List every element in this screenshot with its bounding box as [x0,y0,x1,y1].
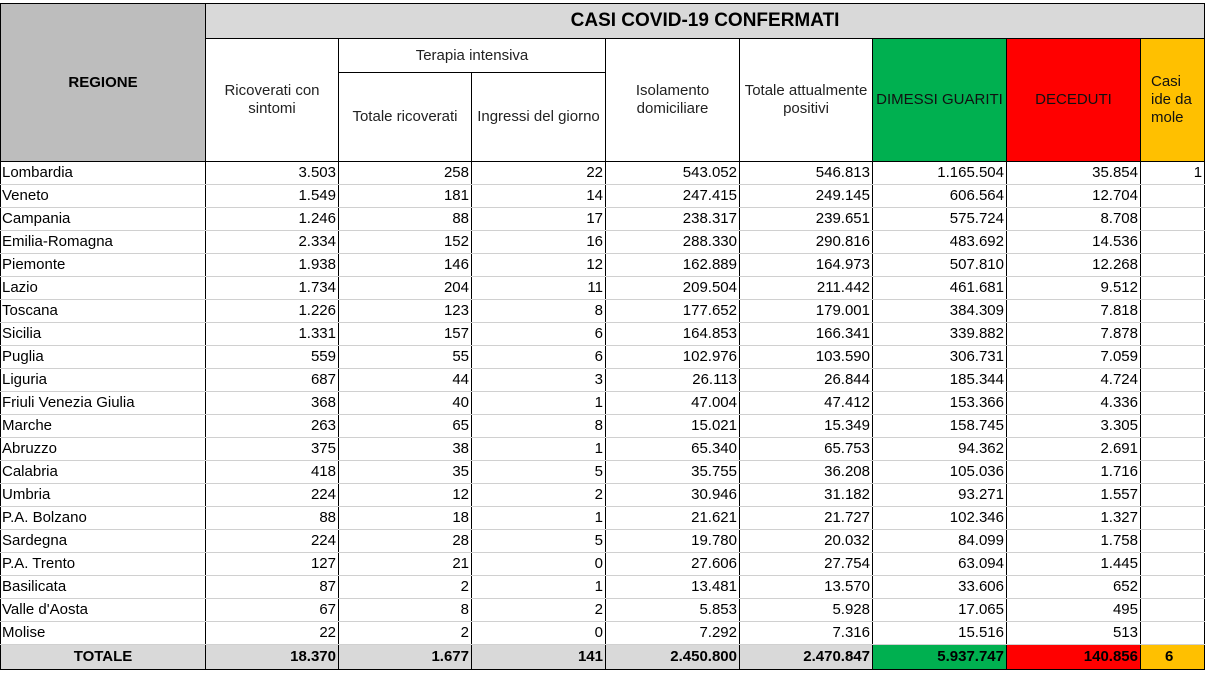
positivi-cell: 15.349 [740,415,873,438]
deceduti-cell: 652 [1007,576,1141,599]
casi-cell [1141,530,1205,553]
terapia-intensiva-header: Terapia intensiva [339,39,606,73]
terapia-cell: 181 [339,185,472,208]
deceduti-cell: 1.758 [1007,530,1141,553]
regione-cell: Puglia [1,346,206,369]
positivi-cell: 27.754 [740,553,873,576]
dimessi-cell: 84.099 [873,530,1007,553]
terapia-cell: 204 [339,277,472,300]
totale-terapia-value: 1.677 [339,645,472,670]
positivi-cell: 546.813 [740,162,873,185]
table-row [1,277,1205,300]
isolamento-cell: 288.330 [606,231,740,254]
ricoverati-cell: 1.331 [206,323,339,346]
deceduti-cell: 1.557 [1007,484,1141,507]
deceduti-cell: 12.704 [1007,185,1141,208]
regione-cell: Calabria [1,461,206,484]
regione-cell: Umbria [1,484,206,507]
deceduti-cell: 1.716 [1007,461,1141,484]
regione-cell: Marche [1,415,206,438]
dimessi-cell: 306.731 [873,346,1007,369]
terapia-cell: 258 [339,162,472,185]
terapia-cell: 2 [339,576,472,599]
totale-ricoverati-header: Totale ricoverati [339,73,472,162]
ingressi-cell: 5 [472,461,606,484]
ingressi-cell: 1 [472,507,606,530]
positivi-cell: 164.973 [740,254,873,277]
dimessi-cell: 606.564 [873,185,1007,208]
ingressi-cell: 1 [472,438,606,461]
regione-cell: Liguria [1,369,206,392]
terapia-cell: 123 [339,300,472,323]
ricoverati-header: Ricoverati con sintomi [206,39,339,162]
dimessi-cell: 158.745 [873,415,1007,438]
ricoverati-cell: 368 [206,392,339,415]
casi-identificati-header: Casi ide da mole [1141,39,1205,162]
deceduti-cell: 513 [1007,622,1141,645]
isolamento-cell: 5.853 [606,599,740,622]
casi-cell [1141,208,1205,231]
casi-cell [1141,438,1205,461]
deceduti-cell: 8.708 [1007,208,1141,231]
positivi-cell: 13.570 [740,576,873,599]
deceduti-cell: 1.327 [1007,507,1141,530]
dimessi-cell: 507.810 [873,254,1007,277]
dimessi-cell: 105.036 [873,461,1007,484]
deceduti-cell: 4.724 [1007,369,1141,392]
totale-dimessi-value: 5.937.747 [873,645,1007,670]
terapia-cell: 21 [339,553,472,576]
isolamento-cell: 177.652 [606,300,740,323]
terapia-cell: 35 [339,461,472,484]
ricoverati-cell: 263 [206,415,339,438]
isolamento-cell: 238.317 [606,208,740,231]
regione-cell: Abruzzo [1,438,206,461]
deceduti-cell: 7.878 [1007,323,1141,346]
ricoverati-cell: 224 [206,484,339,507]
ingressi-cell: 2 [472,484,606,507]
covid-cases-table [0,3,1205,670]
ingressi-cell: 3 [472,369,606,392]
casi-cell [1141,461,1205,484]
positivi-cell: 5.928 [740,599,873,622]
isolamento-cell: 47.004 [606,392,740,415]
table-row [1,323,1205,346]
dimessi-cell: 384.309 [873,300,1007,323]
deceduti-cell: 12.268 [1007,254,1141,277]
dimessi-cell: 185.344 [873,369,1007,392]
casi-cell [1141,599,1205,622]
regione-header: REGIONE [1,4,206,162]
terapia-cell: 18 [339,507,472,530]
regione-cell: Emilia-Romagna [1,231,206,254]
terapia-cell: 44 [339,369,472,392]
totale-positivi-value: 2.470.847 [740,645,873,670]
dimessi-guariti-header: DIMESSI GUARITI [873,39,1007,162]
casi-cell [1141,576,1205,599]
table-row [1,576,1205,599]
regione-cell: Lazio [1,277,206,300]
casi-confermati-header: CASI COVID-19 CONFERMATI [206,4,1205,39]
ricoverati-cell: 1.226 [206,300,339,323]
isolamento-cell: 162.889 [606,254,740,277]
isolamento-cell: 26.113 [606,369,740,392]
totale-row [1,645,1205,670]
ricoverati-cell: 375 [206,438,339,461]
regione-cell: Campania [1,208,206,231]
table-row [1,622,1205,645]
ingressi-cell: 0 [472,622,606,645]
ingressi-cell: 17 [472,208,606,231]
regione-cell: P.A. Bolzano [1,507,206,530]
terapia-cell: 88 [339,208,472,231]
totale-isolamento-value: 2.450.800 [606,645,740,670]
deceduti-cell: 7.059 [1007,346,1141,369]
positivi-cell: 290.816 [740,231,873,254]
deceduti-header: DECEDUTI [1007,39,1141,162]
ingressi-header: Ingressi del giorno [472,73,606,162]
table-row [1,507,1205,530]
ricoverati-cell: 687 [206,369,339,392]
ingressi-cell: 8 [472,300,606,323]
casi-cell [1141,231,1205,254]
ricoverati-cell: 127 [206,553,339,576]
positivi-cell: 36.208 [740,461,873,484]
regione-cell: P.A. Trento [1,553,206,576]
casi-cell [1141,415,1205,438]
ricoverati-cell: 559 [206,346,339,369]
deceduti-cell: 3.305 [1007,415,1141,438]
totale-positivi-header: Totale attualmente positivi [740,39,873,162]
dimessi-cell: 1.165.504 [873,162,1007,185]
dimessi-cell: 575.724 [873,208,1007,231]
casi-cell [1141,185,1205,208]
ingressi-cell: 0 [472,553,606,576]
terapia-cell: 152 [339,231,472,254]
positivi-cell: 239.651 [740,208,873,231]
positivi-cell: 166.341 [740,323,873,346]
terapia-cell: 55 [339,346,472,369]
deceduti-cell: 9.512 [1007,277,1141,300]
region-rows [1,162,1205,645]
ricoverati-cell: 224 [206,530,339,553]
isolamento-cell: 247.415 [606,185,740,208]
dimessi-cell: 63.094 [873,553,1007,576]
dimessi-cell: 339.882 [873,323,1007,346]
isolamento-cell: 15.021 [606,415,740,438]
deceduti-cell: 1.445 [1007,553,1141,576]
ricoverati-cell: 67 [206,599,339,622]
dimessi-cell: 17.065 [873,599,1007,622]
casi-cell [1141,369,1205,392]
positivi-cell: 7.316 [740,622,873,645]
positivi-cell: 65.753 [740,438,873,461]
totale-ingressi-value: 141 [472,645,606,670]
isolamento-cell: 164.853 [606,323,740,346]
deceduti-cell: 2.691 [1007,438,1141,461]
positivi-cell: 31.182 [740,484,873,507]
ingressi-cell: 1 [472,392,606,415]
regione-cell: Valle d'Aosta [1,599,206,622]
dimessi-cell: 461.681 [873,277,1007,300]
table-row [1,599,1205,622]
casi-cell [1141,300,1205,323]
isolamento-cell: 13.481 [606,576,740,599]
ricoverati-cell: 2.334 [206,231,339,254]
ingressi-cell: 16 [472,231,606,254]
deceduti-cell: 495 [1007,599,1141,622]
casi-cell [1141,553,1205,576]
regione-cell: Molise [1,622,206,645]
table-row [1,300,1205,323]
table-row [1,346,1205,369]
terapia-cell: 65 [339,415,472,438]
positivi-cell: 211.442 [740,277,873,300]
isolamento-header: Isolamento domiciliare [606,39,740,162]
casi-cell [1141,277,1205,300]
ingressi-cell: 22 [472,162,606,185]
isolamento-cell: 543.052 [606,162,740,185]
positivi-cell: 179.001 [740,300,873,323]
terapia-cell: 146 [339,254,472,277]
table-row [1,392,1205,415]
table-row [1,369,1205,392]
isolamento-cell: 30.946 [606,484,740,507]
isolamento-cell: 102.976 [606,346,740,369]
casi-cell [1141,507,1205,530]
dimessi-cell: 483.692 [873,231,1007,254]
ricoverati-cell: 3.503 [206,162,339,185]
ingressi-cell: 8 [472,415,606,438]
ricoverati-cell: 418 [206,461,339,484]
ricoverati-cell: 1.938 [206,254,339,277]
casi-cell [1141,346,1205,369]
positivi-cell: 21.727 [740,507,873,530]
regione-cell: Friuli Venezia Giulia [1,392,206,415]
terapia-cell: 38 [339,438,472,461]
regione-cell: Sardegna [1,530,206,553]
casi-cell [1141,622,1205,645]
regione-cell: Sicilia [1,323,206,346]
positivi-cell: 26.844 [740,369,873,392]
totale-ricoverati-value: 18.370 [206,645,339,670]
positivi-cell: 249.145 [740,185,873,208]
ingressi-cell: 12 [472,254,606,277]
regione-cell: Lombardia [1,162,206,185]
ricoverati-cell: 88 [206,507,339,530]
isolamento-cell: 35.755 [606,461,740,484]
totale-label: TOTALE [1,645,206,670]
table-row [1,484,1205,507]
terapia-cell: 12 [339,484,472,507]
table-row [1,530,1205,553]
isolamento-cell: 27.606 [606,553,740,576]
casi-cell [1141,323,1205,346]
regione-cell: Veneto [1,185,206,208]
isolamento-cell: 21.621 [606,507,740,530]
deceduti-cell: 14.536 [1007,231,1141,254]
deceduti-cell: 35.854 [1007,162,1141,185]
table-row [1,254,1205,277]
deceduti-cell: 7.818 [1007,300,1141,323]
terapia-cell: 2 [339,622,472,645]
terapia-cell: 40 [339,392,472,415]
deceduti-cell: 4.336 [1007,392,1141,415]
casi-cell [1141,484,1205,507]
table-row [1,208,1205,231]
regione-cell: Piemonte [1,254,206,277]
casi-cell [1141,392,1205,415]
table-row [1,162,1205,185]
ricoverati-cell: 1.549 [206,185,339,208]
casi-cell [1141,254,1205,277]
dimessi-cell: 93.271 [873,484,1007,507]
dimessi-cell: 33.606 [873,576,1007,599]
table-row [1,461,1205,484]
table-row [1,231,1205,254]
isolamento-cell: 19.780 [606,530,740,553]
ricoverati-cell: 22 [206,622,339,645]
ingressi-cell: 11 [472,277,606,300]
positivi-cell: 20.032 [740,530,873,553]
terapia-cell: 28 [339,530,472,553]
ricoverati-cell: 1.734 [206,277,339,300]
ingressi-cell: 6 [472,323,606,346]
regione-cell: Basilicata [1,576,206,599]
isolamento-cell: 209.504 [606,277,740,300]
table-row [1,415,1205,438]
isolamento-cell: 7.292 [606,622,740,645]
ricoverati-cell: 87 [206,576,339,599]
terapia-cell: 157 [339,323,472,346]
casi-cell: 1 [1141,162,1205,185]
positivi-cell: 47.412 [740,392,873,415]
regione-cell: Toscana [1,300,206,323]
dimessi-cell: 102.346 [873,507,1007,530]
table-row [1,438,1205,461]
terapia-cell: 8 [339,599,472,622]
isolamento-cell: 65.340 [606,438,740,461]
table-row [1,185,1205,208]
ingressi-cell: 14 [472,185,606,208]
totale-casi-value: 6 [1141,645,1205,670]
dimessi-cell: 153.366 [873,392,1007,415]
dimessi-cell: 15.516 [873,622,1007,645]
dimessi-cell: 94.362 [873,438,1007,461]
totale-deceduti-value: 140.856 [1007,645,1141,670]
positivi-cell: 103.590 [740,346,873,369]
ingressi-cell: 5 [472,530,606,553]
ricoverati-cell: 1.246 [206,208,339,231]
ingressi-cell: 2 [472,599,606,622]
ingressi-cell: 6 [472,346,606,369]
table-row [1,553,1205,576]
ingressi-cell: 1 [472,576,606,599]
